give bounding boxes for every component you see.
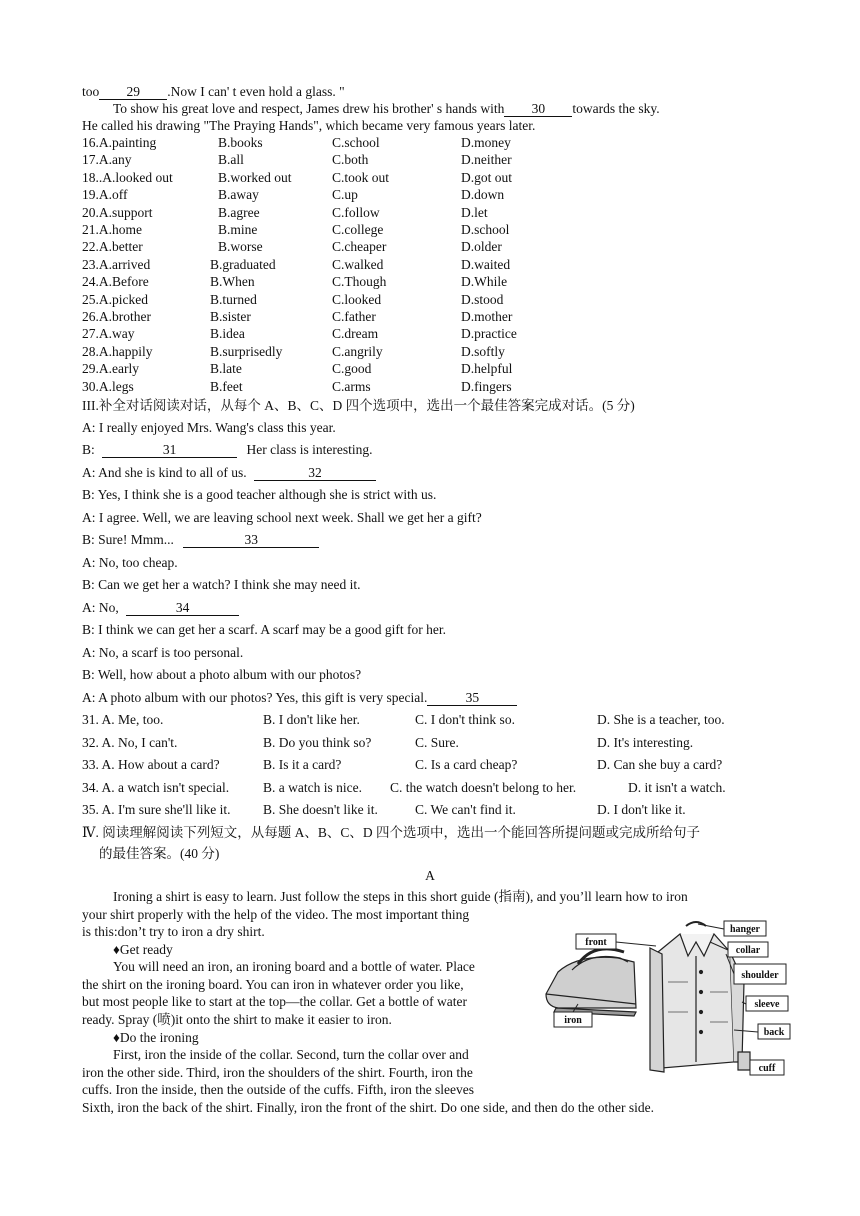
dialogue-line bbox=[82, 464, 376, 481]
cloze-option: C.good bbox=[332, 361, 372, 377]
cloze-option: B.sister bbox=[210, 309, 251, 324]
passage-line: You will need an iron, an ironing board and a bottle of water. Place bbox=[113, 959, 475, 974]
cloze-option: 28.A.happily bbox=[82, 343, 153, 359]
dialogue-line: A: I agree. Well, we are leaving school next week. Shall we get her a gift? bbox=[82, 510, 482, 525]
blank-33: 33 bbox=[183, 532, 319, 548]
option-q33-a: 33. A. How about a card? bbox=[82, 757, 220, 772]
label-back: back bbox=[763, 1027, 785, 1038]
dialogue-line bbox=[82, 531, 319, 548]
option-q32-a: 32. A. No, I can't. bbox=[82, 735, 178, 750]
cloze-option: B.idea bbox=[210, 326, 245, 342]
dialogue-line: A: No, a scarf is too personal. bbox=[82, 645, 244, 660]
cloze-option: 19.A.off bbox=[82, 187, 128, 203]
cloze-option: C.father bbox=[332, 309, 376, 324]
cloze-option: D.While bbox=[461, 274, 508, 290]
passage-line: ready. Spray (喷)it onto the shirt to make it easier to iron. bbox=[82, 1012, 392, 1027]
option-q31-d: D. She is a teacher, too. bbox=[597, 712, 725, 727]
cloze-option: D.got out bbox=[461, 169, 513, 185]
blank-31: 31 bbox=[102, 442, 237, 458]
cloze-option: D.neither bbox=[461, 152, 512, 168]
option-q34-a: 34. A. a watch isn't special. bbox=[82, 780, 230, 795]
cloze-option: D.down bbox=[461, 187, 505, 203]
passage-line: iron the other side. Third, iron the shoulders of the shirt. Fourth, iron the bbox=[82, 1065, 473, 1080]
blank-34: 34 bbox=[126, 600, 239, 616]
cloze-option: C.looked bbox=[332, 291, 382, 307]
cloze-option: 27.A.way bbox=[82, 326, 135, 342]
cloze-option: 17.A.any bbox=[82, 152, 132, 168]
passage-letter: A bbox=[425, 868, 435, 883]
dialogue-line: A: I really enjoyed Mrs. Wang's class this year. bbox=[82, 420, 336, 435]
option-q32-c: C. Sure. bbox=[415, 735, 459, 750]
dialogue-line: B: Can we get her a watch? I think she may need it. bbox=[82, 577, 361, 592]
cloze-option: C.dream bbox=[332, 326, 379, 342]
passage-line: Ironing a shirt is easy to learn. Just follow the steps in this short guide (指南), and you’ll learn how to iron bbox=[113, 889, 688, 904]
cloze-option: B.mine bbox=[218, 222, 258, 237]
cloze-option: D.fingers bbox=[461, 378, 512, 394]
passage-line: your shirt properly with the help of the video. The most important thing bbox=[82, 907, 470, 922]
text-line bbox=[82, 83, 345, 100]
dialogue-line: A: No, too cheap. bbox=[82, 555, 178, 570]
blank-35: 35 bbox=[427, 690, 517, 706]
cloze-option: D.waited bbox=[461, 256, 511, 272]
subheading-do-ironing: ♦Do the ironing bbox=[113, 1030, 199, 1045]
option-q35-d: D. I don't like it. bbox=[597, 802, 686, 817]
cloze-option: C.took out bbox=[332, 169, 390, 185]
label-collar: collar bbox=[735, 945, 761, 956]
blank-30: 30 bbox=[504, 101, 572, 117]
cloze-option: 16.A.painting bbox=[82, 135, 157, 150]
option-q33-c: C. Is a card cheap? bbox=[415, 757, 518, 772]
cloze-option: B.away bbox=[218, 187, 259, 203]
text-segment: A: No, bbox=[82, 600, 119, 615]
cloze-option: 29.A.early bbox=[82, 361, 139, 377]
option-q34-b: B. a watch is nice. bbox=[263, 780, 362, 795]
passage-line: First, iron the inside of the collar. Second, turn the collar over and bbox=[113, 1047, 469, 1062]
cloze-option: B.turned bbox=[210, 291, 257, 307]
cloze-option: B.books bbox=[218, 135, 263, 150]
cloze-option: C.follow bbox=[332, 204, 380, 220]
text-line: He called his drawing "The Praying Hands", which became very famous years later. bbox=[82, 118, 536, 133]
cloze-option: D.stood bbox=[461, 291, 504, 307]
blank-32: 32 bbox=[254, 465, 376, 481]
cloze-option: D.softly bbox=[461, 343, 505, 359]
section-heading: III.补全对话阅读对话，从每个 A、B、C、D 四个选项中，选出一个最佳答案完成对话。(5 分) bbox=[82, 398, 635, 413]
text-segment: towards the sky. bbox=[572, 101, 660, 116]
cloze-option: D.money bbox=[461, 135, 511, 150]
subheading-get-ready: ♦Get ready bbox=[113, 942, 173, 957]
dialogue-line bbox=[82, 599, 239, 616]
option-q35-b: B. She doesn't like it. bbox=[263, 802, 378, 817]
cloze-option: 20.A.support bbox=[82, 204, 153, 220]
cloze-option: C.up bbox=[332, 187, 358, 203]
section-heading-cont: 的最佳答案。(40 分) bbox=[99, 846, 220, 861]
cloze-option: C.Though bbox=[332, 274, 387, 290]
option-q33-d: D. Can she buy a card? bbox=[597, 757, 723, 772]
cloze-option: 25.A.picked bbox=[82, 291, 148, 307]
option-q34-c: C. the watch doesn't belong to her. bbox=[390, 780, 577, 795]
cloze-option: 26.A.brother bbox=[82, 309, 151, 324]
iron-icon bbox=[546, 949, 636, 1016]
option-q35-a: 35. A. I'm sure she'll like it. bbox=[82, 802, 231, 817]
option-q31-b: B. I don't like her. bbox=[263, 712, 360, 727]
label-hanger: hanger bbox=[730, 924, 760, 935]
cloze-option: D.school bbox=[461, 222, 510, 237]
text-segment: too bbox=[82, 84, 100, 99]
text-segment: A: And she is kind to all of us. bbox=[82, 465, 247, 480]
cloze-option: B.feet bbox=[210, 378, 243, 394]
cloze-option: B.worse bbox=[218, 239, 263, 255]
text-line bbox=[113, 100, 660, 117]
cloze-option: B.late bbox=[210, 361, 242, 377]
option-q34-d: D. it isn't a watch. bbox=[628, 780, 726, 795]
cloze-option: C.walked bbox=[332, 256, 384, 272]
cloze-option: B.When bbox=[210, 274, 255, 290]
label-cuff: cuff bbox=[758, 1063, 776, 1074]
cloze-option: B.surprisedly bbox=[210, 343, 283, 359]
cloze-option: D.mother bbox=[461, 309, 513, 324]
passage-line: but most people like to start at the top—the collar. Get a bottle of water bbox=[82, 994, 468, 1009]
text-segment: .Now I can' t even hold a glass. " bbox=[167, 84, 345, 99]
dialogue-line: B: Yes, I think she is a good teacher although she is strict with us. bbox=[82, 487, 437, 502]
cloze-option: 30.A.legs bbox=[82, 378, 134, 394]
cloze-option: D.practice bbox=[461, 326, 517, 342]
option-q32-b: B. Do you think so? bbox=[263, 735, 372, 750]
cloze-option: B.graduated bbox=[210, 256, 276, 272]
option-q32-d: D. It's interesting. bbox=[597, 735, 694, 750]
dialogue-line bbox=[82, 441, 373, 458]
cloze-option: B.all bbox=[218, 152, 244, 168]
cloze-option: D.helpful bbox=[461, 361, 513, 377]
text-segment: A: A photo album with our photos? Yes, this gift is very special. bbox=[82, 690, 428, 705]
cloze-option: 23.A.arrived bbox=[82, 256, 151, 272]
text-segment: B: bbox=[82, 442, 95, 457]
dialogue-line bbox=[82, 689, 517, 706]
option-q31-a: 31. A. Me, too. bbox=[82, 712, 164, 727]
cloze-option: B.worked out bbox=[218, 169, 292, 185]
cloze-option: 21.A.home bbox=[82, 222, 142, 237]
passage-line: Sixth, iron the back of the shirt. Finally, iron the front of the shirt. Do one side, and then do the other side. bbox=[82, 1100, 655, 1115]
cloze-option: D.let bbox=[461, 204, 488, 220]
option-q33-b: B. Is it a card? bbox=[263, 757, 342, 772]
cloze-option: C.college bbox=[332, 222, 384, 237]
text-segment: B: Sure! Mmm... bbox=[82, 532, 174, 547]
option-q35-c: C. We can't find it. bbox=[415, 802, 516, 817]
passage-line: the shirt on the ironing board. You can iron in whatever order you like, bbox=[82, 977, 464, 992]
shirt-iron-illustration bbox=[538, 912, 800, 1086]
label-sleeve: sleeve bbox=[754, 999, 780, 1010]
section-heading: Ⅳ. 阅读理解阅读下列短文，从每题 A、B、C、D 四个选项中，选出一个能回答所提问题或完成所给句子 bbox=[82, 825, 700, 840]
cloze-option: C.school bbox=[332, 135, 380, 150]
dialogue-line: B: I think we can get her a scarf. A scarf may be a good gift for her. bbox=[82, 622, 446, 637]
cloze-option: C.both bbox=[332, 152, 369, 168]
cloze-option: D.older bbox=[461, 239, 502, 255]
cloze-option: 22.A.better bbox=[82, 239, 143, 255]
cloze-option: C.arms bbox=[332, 378, 371, 394]
passage-line: is this:don’t try to iron a dry shirt. bbox=[82, 924, 265, 939]
cloze-option: C.angrily bbox=[332, 343, 383, 359]
passage-line: cuffs. Iron the inside, then the outside of the cuffs. Fifth, iron the sleeves bbox=[82, 1082, 475, 1097]
text-segment: To show his great love and respect, James drew his brother' s hands with bbox=[113, 101, 505, 116]
cloze-option: 18..A.looked out bbox=[82, 169, 173, 185]
text-segment: Her class is interesting. bbox=[246, 442, 373, 457]
label-front: front bbox=[585, 937, 607, 948]
cloze-option: 24.A.Before bbox=[82, 274, 149, 290]
cloze-option: B.agree bbox=[218, 204, 260, 220]
blank-29: 29 bbox=[99, 84, 167, 100]
option-q31-c: C. I don't think so. bbox=[415, 712, 515, 727]
cloze-option: C.cheaper bbox=[332, 239, 387, 255]
dialogue-line: B: Well, how about a photo album with our photos? bbox=[82, 667, 362, 682]
label-shoulder: shoulder bbox=[741, 970, 779, 981]
label-iron: iron bbox=[564, 1015, 582, 1026]
